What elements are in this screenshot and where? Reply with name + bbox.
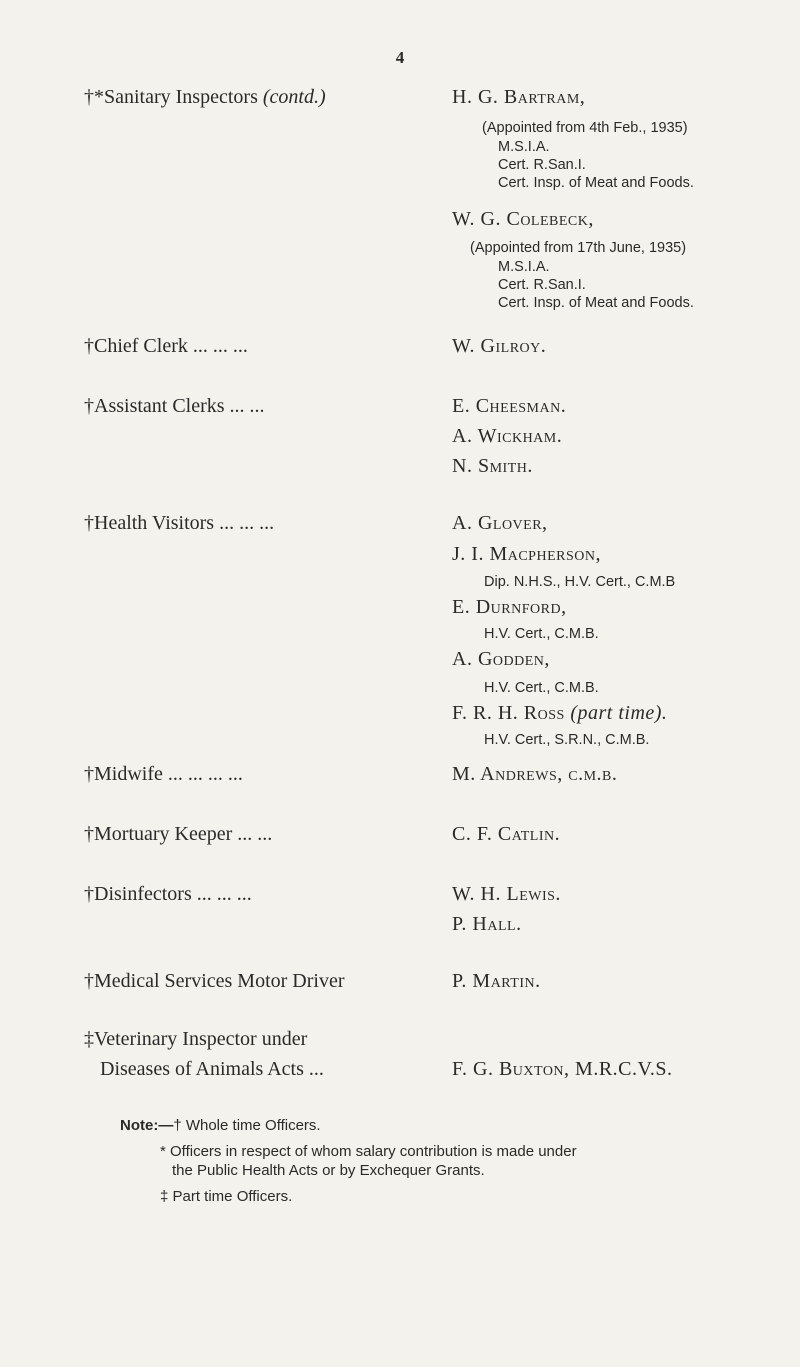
name-colebeck: W. G. Colebeck, [452,208,594,230]
name-andrews: M. Andrews, c.m.b. [452,763,618,785]
name-durnford: E. Durnford, [452,596,567,618]
role-midwife: †Midwife ... ... ... ... [84,763,243,785]
qual-colebeck-appointed: (Appointed from 17th June, 1935) [470,240,687,256]
role-disinfectors: †Disinfectors ... ... ... [84,883,252,905]
name-martin: P. Martin. [452,970,541,992]
role-health-visitors: †Health Visitors ... ... ... [84,512,275,534]
name-glover: A. Glover, [452,512,548,534]
name-hall: P. Hall. [452,913,522,935]
name-bartram: H. G. Bartram, [452,86,586,108]
name-macpherson: J. I. Macpherson, [452,543,601,565]
role-mortuary-keeper: †Mortuary Keeper ... ... [84,823,273,845]
qual-macpherson: Dip. N.H.S., H.V. Cert., C.M.B [484,574,676,590]
qual-bartram-rsani: Cert. R.San.I. [498,157,586,173]
note-salary-contribution-cont: the Public Health Acts or by Exchequer Grants. [172,1162,485,1179]
qual-godden: H.V. Cert., C.M.B. [484,680,599,696]
name-godden: A. Godden, [452,648,550,670]
qual-bartram-meat: Cert. Insp. of Meat and Foods. [498,175,694,191]
qual-bartram-appointed: (Appointed from 4th Feb., 1935) [482,120,688,136]
name-buxton: F. G. Buxton, M.R.C.V.S. [452,1058,673,1080]
name-gilroy: W. Gilroy. [452,335,547,357]
note-part-time: ‡ Part time Officers. [160,1188,293,1205]
role-chief-clerk: †Chief Clerk ... ... ... [84,335,248,357]
qual-durnford: H.V. Cert., C.M.B. [484,626,599,642]
page-number: 4 [395,48,405,67]
qual-bartram-msia: M.S.I.A. [498,139,550,155]
role-veterinary-inspector-line2: Diseases of Animals Acts ... [100,1058,324,1080]
name-wickham: A. Wickham. [452,425,563,447]
name-smith: N. Smith. [452,455,533,477]
qual-ross: H.V. Cert., S.R.N., C.M.B. [484,732,650,748]
name-cheesman: E. Cheesman. [452,395,567,417]
note-salary-contribution: * Officers in respect of whom salary contribution is made under [160,1143,577,1160]
role-sanitary-inspectors: †*Sanitary Inspectors (contd.) [84,86,326,108]
role-motor-driver: †Medical Services Motor Driver [84,970,345,992]
note-whole-time: Note:—† Whole time Officers. [120,1117,321,1134]
name-ross: F. R. H. Ross (part time). [452,702,668,724]
role-veterinary-inspector: ‡Veterinary Inspector under [84,1028,308,1050]
name-catlin: C. F. Catlin. [452,823,561,845]
qual-colebeck-meat: Cert. Insp. of Meat and Foods. [498,295,694,311]
name-lewis: W. H. Lewis. [452,883,561,905]
qual-colebeck-msia: M.S.I.A. [498,259,550,275]
role-assistant-clerks: †Assistant Clerks ... ... [84,395,265,417]
qual-colebeck-rsani: Cert. R.San.I. [498,277,586,293]
